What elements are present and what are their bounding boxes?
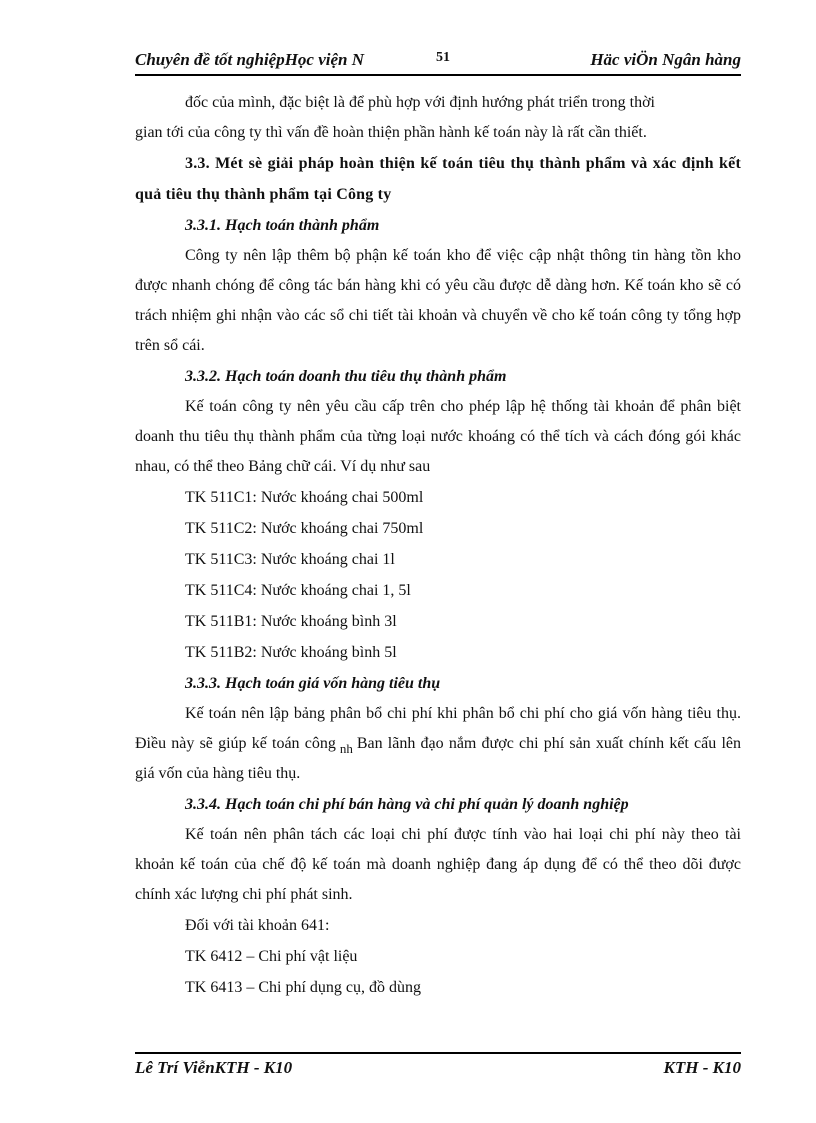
header-rule [135, 74, 741, 76]
paragraph-3-3-3-part-a: Kế toán nên lập bảng phân bổ chi phí khi phân bổ chi phí cho giá vốn hàng tiêu thụ. Điều này sẽ giúp kế toán công [135, 705, 741, 752]
header-right-text: Häc viÖn Ngân hàng [590, 50, 741, 69]
line-account-641: Đối với tài khoản 641: [185, 917, 330, 934]
section-heading-3-3-3: 3.3.3. Hạch toán giá vốn hàng tiêu thụ [185, 675, 441, 692]
account-item: TK 511C1: Nước khoáng chai 500ml [185, 489, 424, 506]
section-heading-3-3-4: 3.3.4. Hạch toán chi phí bán hàng và chi phí quản lý doanh nghiệp [185, 796, 629, 813]
footer-rule [135, 1052, 741, 1054]
paragraph-3-3-4: Kế toán nên phân tách các loại chi phí được tính vào hai loại chi phí này theo tài khoản kế toán của chế độ kế toán mà doanh nghiệp đang áp dụng để có thể theo dõi được chính xác lượng chi phí phát sinh. [135, 826, 741, 903]
section-heading-3-3-1: 3.3.1. Hạch toán thành phẩm [185, 217, 380, 234]
account-item: TK 511C4: Nước khoáng chai 1, 5l [185, 582, 411, 599]
section-heading-3-3: 3.3. Mét sè giải pháp hoàn thiện kế toán tiêu thụ thành phẩm và xác định kết quả tiêu thụ thành phẩm tại Công ty [135, 155, 741, 203]
paragraph-intro-line-2: gian tới của công ty thì vấn đề hoàn thiện phần hành kế toán này là rất cần thiết. [135, 124, 647, 141]
page-header [135, 46, 741, 74]
paragraph-3-3-3-subscript: nh [339, 741, 353, 756]
paragraph-3-3-2: Kế toán công ty nên yêu cầu cấp trên cho phép lập hệ thống tài khoản để phân biệt doanh thu tiêu thụ thành phẩm của từng loại nước khoáng có thể tích và cách đóng gói khác nhau, có thể theo Bảng chữ cái. Ví dụ như sau [135, 398, 741, 475]
header-left-text: Chuyên đề tốt nghiệpHọc viện N [135, 50, 365, 69]
account-item-6413: TK 6413 – Chi phí dụng cụ, đồ dùng [185, 979, 421, 996]
page-footer [135, 1058, 741, 1082]
account-item: TK 511C2: Nước khoáng chai 750ml [185, 520, 424, 537]
paragraph-intro-line-1: đốc của mình, đặc biệt là để phù hợp với định hướng phát triển trong thời [185, 94, 655, 111]
paragraph-3-3-1: Công ty nên lập thêm bộ phận kế toán kho để việc cập nhật thông tin hàng tồn kho được nhanh chóng để công tác bán hàng khi có yêu cầu được dễ dàng hơn. Kế toán kho sẽ có trách nhiệm ghi nhận vào các sổ chi tiết tài khoản và chuyển về cho kế toán công ty tổng hợp trên sổ cái. [135, 247, 741, 354]
document-body [135, 88, 741, 1003]
footer-left-text: Lê Trí ViễnKTH - K10 [135, 1058, 293, 1077]
footer-right-text: KTH - K10 [663, 1058, 741, 1077]
paragraph-3-3-3 [135, 699, 741, 789]
page-number: 51 [436, 50, 450, 65]
section-heading-3-3-2: 3.3.2. Hạch toán doanh thu tiêu thụ thành phẩm [185, 368, 507, 385]
account-item: TK 511B1: Nước khoáng bình 3l [185, 613, 397, 630]
paragraph-3-3-3-part-b: Ban lãnh đạo nắm được chi phí sản xuất chính kết cấu lên giá vốn của hàng tiêu thụ. [135, 735, 741, 782]
account-item: TK 511B2: Nước khoáng bình 5l [185, 644, 397, 661]
account-item-6412: TK 6412 – Chi phí vật liệu [185, 948, 358, 965]
account-item: TK 511C3: Nước khoáng chai 1l [185, 551, 395, 568]
